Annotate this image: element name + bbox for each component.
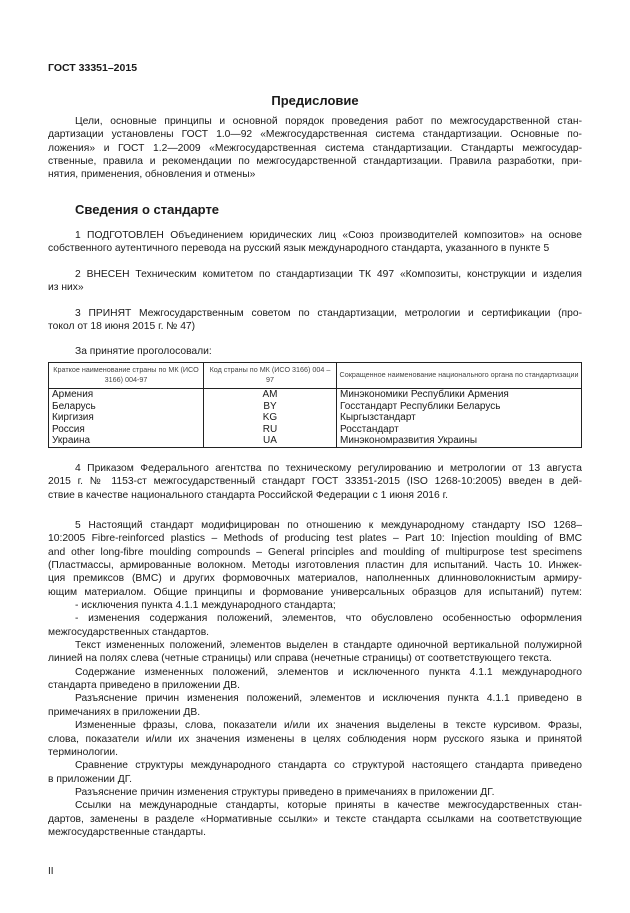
preface-title: Предисловие [271,93,359,108]
text-line: стандарта приведено в приложении ДВ. [48,680,240,692]
text-line: 10:2005 Fibre-reinforced plastics – Methods of producing test plates – Part 10: Injection moulding of BMC [48,533,582,545]
text-line: ложения» и ГОСТ 1.2—2009 «Межгосударственная система стандартизации. Стандарты межгосудар- [48,142,582,154]
country-cell: Россия [49,424,204,436]
text-line: собственного аутентичного перевода на русский язык международного стандарта, указанного в пункте 5 [48,243,550,255]
table-row [49,401,582,413]
text-line: 5 Настоящий стандарт модифицирован по отношению к международному стандарту ISO 1268– [75,520,582,531]
text-line: 1 ПОДГОТОВЛЕН Объединением юридических лиц «Союз производителей композитов» на основе [75,230,582,241]
item-5-paragraph [48,519,582,839]
item-2-paragraph [48,268,582,295]
item-4-paragraph [48,462,582,502]
country-cell: Украина [49,435,204,447]
authority-cell: Кыргызстандарт [337,412,582,424]
text-line: ствие в качестве национального стандарта Российской Федерации с 1 июня 2016 г. [48,489,448,501]
text-line: из них» [48,282,84,294]
table-row [49,435,582,447]
table-row [49,412,582,424]
country-cell: Армения [49,389,204,401]
text-line: токол от 18 июня 2015 г. № 47) [48,321,196,333]
code-cell: RU [204,424,337,436]
code-cell: AM [204,389,337,401]
text-line: примечаниях в приложении ДВ. [48,706,201,718]
text-line: Содержание измененных положений, элементов и исключенного пункта 4.1.1 международного [75,666,582,678]
code-cell: UA [204,435,337,447]
text-line: линией на полях слева (четные страницы) или справа (нечетные страницы) от соответствующего текста. [48,653,552,665]
country-cell: Киргизия [49,412,204,424]
text-line: терминологии. [48,746,119,758]
text-line: 3 ПРИНЯТ Межгосударственным советом по стандартизации, метрологии и сертификации (про- [75,308,582,319]
text-line: (Пластмассы, армированные волокном. Методы изготовления пластин для испытаний. Часть 10. Инжек- [48,560,582,572]
text-line: Измененные фразы, слова, показатели и/или их значения выделены в тексте курсивом. Фразы, [75,720,582,732]
preface-paragraph [48,115,582,182]
text-line: межгосударственных стандартов. [48,626,210,638]
text-line: ющим материалом. Общие принципы и формование универсальных образцов для испытаний) путем: [48,586,582,598]
text-line: дартизации установлены ГОСТ 1.0—92 «Межгосударственная система стандартизации. Основные по- [48,129,582,141]
code-cell: BY [204,401,337,413]
table-row [49,389,582,401]
info-title: Сведения о стандарте [75,202,220,217]
text-line: 2 ВНЕСЕН Техническим комитетом по стандартизации ТК 497 «Композиты, конструкции и изделия [75,269,582,280]
text-line: Текст измененных положений, элементов выделен в стандарте одиночной вертикальной полужирной [75,640,582,652]
text-line: ственные, правила и рекомендации по межгосударственной стандартизации. Правила разработки, при- [48,156,582,168]
column-header-code: Код страны по МК (ИСО 3166) 004 –97 [204,363,337,389]
text-line: Цели, основные принципы и основной порядок проведения работ по межгосударственной стан- [75,116,582,127]
authority-cell: Минэкономразвития Украины [337,435,582,447]
text-line: - изменения содержания положений, элементов, что обусловлено особенностью оформления [75,613,582,625]
code-cell: KG [204,412,337,424]
text-line: дартов, заменены в разделе «Нормативные ссылки» и тексте стандарта ссылками на соответствующие [48,813,582,825]
page-number: II [48,866,54,877]
text-line: нятия, применения, обновления и отмены» [48,169,256,181]
text-line: 4 Приказом Федерального агентства по техническому регулированию и метрологии от 13 августа [75,463,582,474]
authority-cell: Минэкономики Республики Армения [337,389,582,401]
text-line: слова, показатели и/или их значения изменены в целях соблюдения норм русского языка и принятой [48,733,582,745]
text-line: and other long-fibre moulding compounds – General principles and moulding of multipurpose test specimens [48,546,582,558]
voting-countries-table [48,362,582,448]
text-line: ция премиксов (BMC) и других формовочных материалов, наполненных длинноволокнистым армиру- [48,573,582,585]
text-line: Разъяснение причин изменения положений, элементов и исключения пункта 4.1.1 приведено в [75,693,582,705]
text-line: Сравнение структуры международного стандарта со структурой настоящего стандарта приведено [75,760,582,772]
column-header-country: Краткое наименование страны по МК (ИСО 3166) 004-97 [49,363,204,389]
text-line: 2015 г. № 1153-ст межгосударственный стандарт ГОСТ 33351-2015 (ISO 1268-10:2005) введен в дей- [48,476,582,488]
text-line: За принятие проголосовали: [75,346,212,357]
table-row [49,424,582,436]
document-code: ГОСТ 33351–2015 [48,62,138,74]
authority-cell: Росстандарт [337,424,582,436]
item-1-paragraph [48,229,582,256]
voted-label [48,345,582,358]
text-line: Ссылки на международные стандарты, которые приняты в качестве межгосударственных стан- [75,800,582,812]
authority-cell: Госстандарт Республики Беларусь [337,401,582,413]
item-3-paragraph [48,307,582,334]
text-line: Разъяснение причин изменения структуры приведено в примечаниях в приложении ДГ. [75,786,495,798]
text-line: межгосударственные стандарты. [48,826,206,838]
country-cell: Беларусь [49,401,204,413]
column-header-authority: Сокращенное наименование национального органа по стандартизации [337,363,582,389]
text-line: - исключения пункта 4.1.1 международного стандарта; [75,600,336,612]
table-header-row [49,363,582,389]
text-line: в приложении ДГ. [48,773,132,785]
